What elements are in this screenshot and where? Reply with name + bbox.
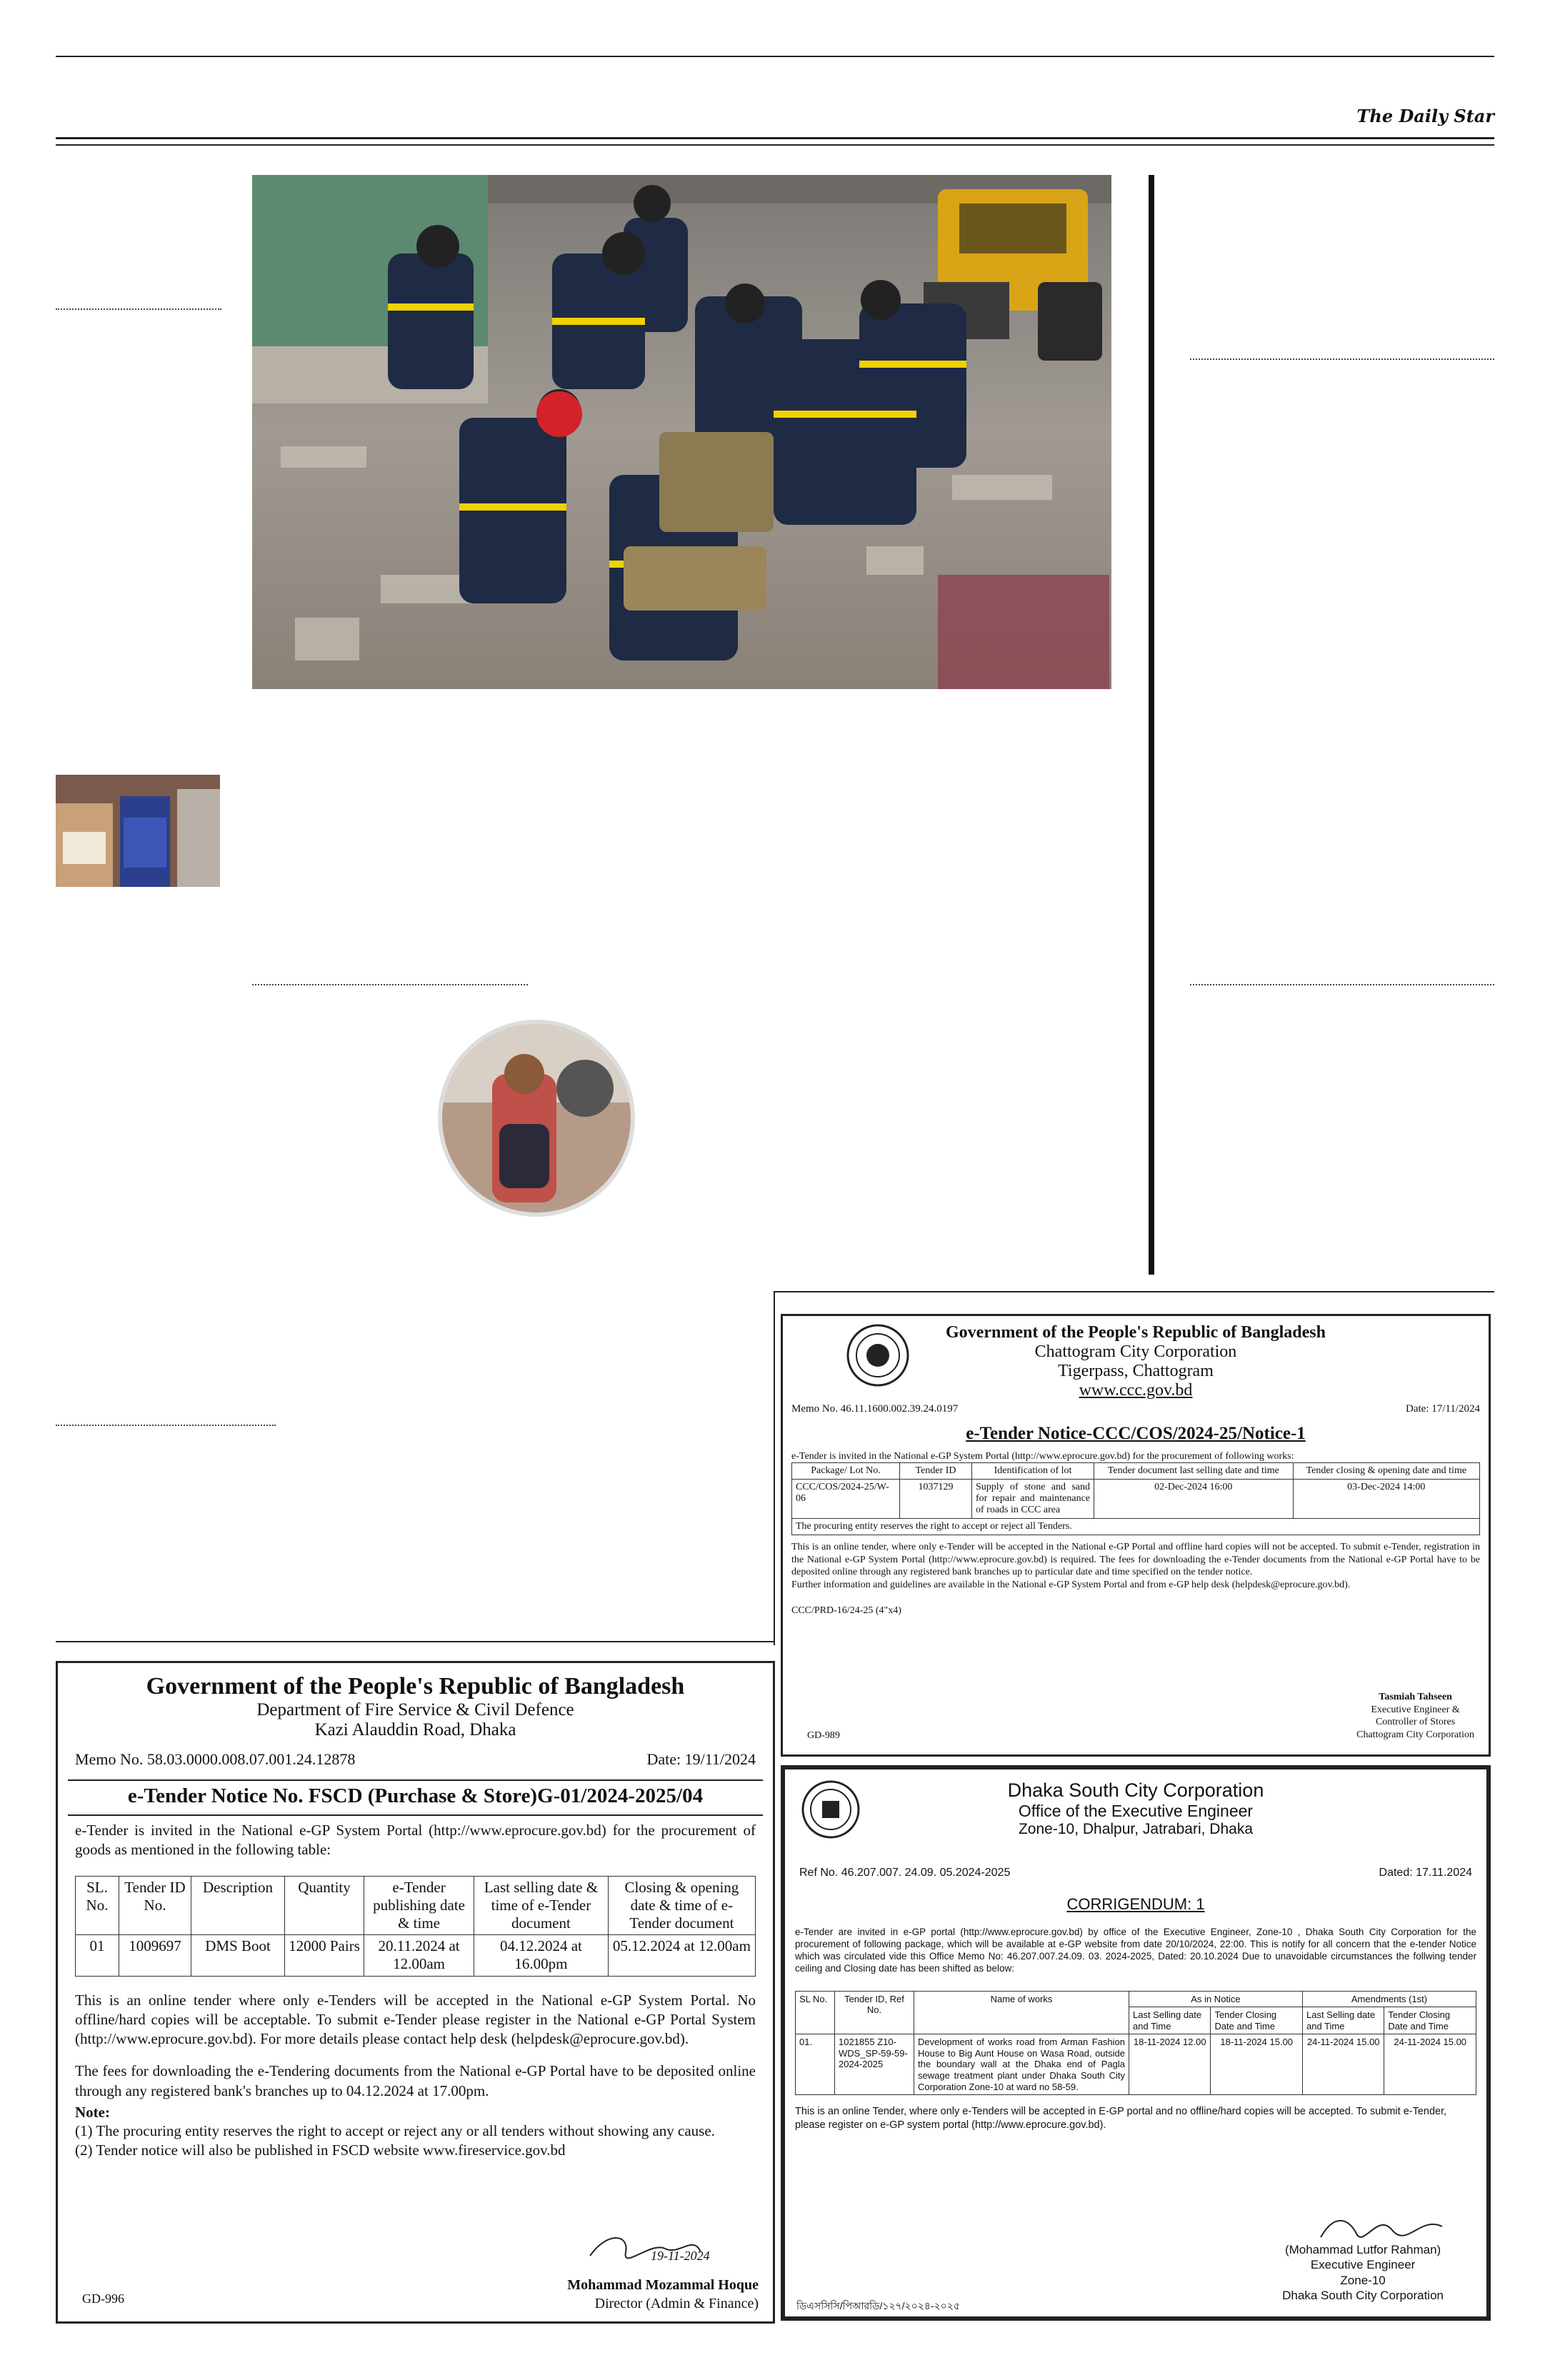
ad-address: Kazi Alauddin Road, Dhaka	[314, 1720, 516, 1739]
table-header: SL No.	[796, 1991, 835, 2034]
table-cell: 12000 Pairs	[285, 1935, 364, 1976]
divider	[252, 984, 528, 985]
table-header: Last Selling date and Time	[1302, 2007, 1384, 2034]
top-rule	[56, 56, 1494, 57]
signer-name: (Mohammad Lutfor Rahman)	[1284, 2243, 1441, 2256]
ad-code: ডিএসসিসি/পিআরডি/১২৭/২০২৪-২০২৫	[796, 2300, 960, 2311]
header-rule-1	[56, 137, 1494, 139]
table-row	[792, 1519, 1480, 1535]
table-cell: DMS Boot	[191, 1935, 285, 1976]
table-cell: 01.	[796, 2034, 835, 2095]
table-cell: 03-Dec-2024 14:00	[1293, 1480, 1479, 1519]
note-heading: Note:	[75, 2104, 110, 2122]
corrigendum-table	[795, 1991, 1476, 2096]
table-cell: 24-11-2024 15.00	[1384, 2034, 1476, 2095]
table-row	[796, 2034, 1476, 2095]
tender-intro: e-Tender are invited in e-GP portal (http://www.eprocure.gov.bd) by office of the Executive Engineer, Zone-10 , Dhaka South City Corporation for the procurement of following package, which will be available at e-GP website from date 20/10/2024, 22:00. This is notify for all concern that the e-tender Notice which was circulated vide this Office Memo No: 46.207.007.24.09. 03. 2024-2025, Dated: 20.10.2024 Due to unavoidable circumstances the follwing tender ceiling and Closing date has been shifted as below:	[795, 1927, 1476, 1974]
ad-address: Zone-10, Dhalpur, Jatrabari, Dhaka	[1018, 1821, 1253, 1837]
table-header: Last Selling date and Time	[1129, 2007, 1211, 2034]
divider	[56, 308, 221, 310]
table-cell: CCC/COS/2024-25/W-06	[792, 1480, 900, 1519]
ad-address: Tigerpass, Chattogram	[1058, 1362, 1214, 1380]
signer-designation: Zone-10	[1340, 2273, 1386, 2287]
dscc-logo-icon	[801, 1779, 861, 1839]
tender-title: e-Tender Notice No. FSCD (Purchase & Store)G-01/2024-2025/04	[127, 1784, 704, 1807]
table-header: Quantity	[285, 1876, 364, 1935]
memo-date: Date: 17/11/2024	[1405, 1403, 1480, 1415]
note-item: (1) The procuring entity reserves the right to accept or reject any or all tenders without showing any cause.	[75, 2122, 715, 2140]
prd-code: CCC/PRD-16/24-25 (4"x4)	[791, 1605, 901, 1617]
signer-designation: Executive Engineer &	[1371, 1704, 1460, 1715]
table-header: Tender ID No.	[119, 1876, 191, 1935]
table-header-row	[76, 1876, 756, 1935]
table-header: Tender closing & opening date and time	[1293, 1463, 1479, 1480]
table-header: Closing & opening date & time of e- Tender document	[608, 1876, 755, 1935]
note-item: (2) Tender notice will also be published in FSCD website www.fireservice.gov.bd	[75, 2142, 566, 2159]
table-cell: 1009697	[119, 1935, 191, 1976]
ad-code: GD-996	[82, 2291, 124, 2306]
table-header: Identification of lot	[972, 1463, 1094, 1480]
memo-number: Memo No. 58.03.0000.008.07.001.24.12878	[75, 1750, 356, 1768]
table-header: Tender Closing Date and Time	[1384, 2007, 1476, 2034]
table-header: Amendments (1st)	[1302, 1991, 1476, 2007]
tender-table	[75, 1876, 756, 1977]
ad-rule	[68, 1779, 763, 1781]
table-cell: 24-11-2024 15.00	[1302, 2034, 1384, 2095]
memo-date: Date: 19/11/2024	[646, 1750, 756, 1768]
masthead: The Daily Star	[1356, 106, 1494, 126]
ad-code: GD-989	[807, 1730, 840, 1741]
ad-org: Chattogram City Corporation	[1034, 1342, 1237, 1361]
table-header: SL. No.	[76, 1876, 119, 1935]
signer-name: Mohammad Mozammal Hoque	[567, 2277, 759, 2293]
left-bottom-rule	[56, 1641, 775, 1642]
signature	[1314, 2205, 1456, 2248]
memo-number: Memo No. 46.11.1600.002.39.24.0197	[791, 1403, 959, 1415]
table-cell: The procuring entity reserves the right to accept or reject all Tenders.	[792, 1519, 1480, 1535]
table-cell: 01	[76, 1935, 119, 1976]
ad-column-rule	[774, 1291, 775, 1645]
tender-intro: e-Tender is invited in the National e-GP System Portal (http://www.eprocure.gov.bd) for the procurement of goods as mentioned in the following table:	[75, 1822, 756, 1859]
divider	[1190, 358, 1494, 360]
tender-intro: e-Tender is invited in the National e-GP System Portal (http://www.eprocure.gov.bd) for the procurement of following works:	[791, 1451, 1294, 1462]
table-header-row	[792, 1463, 1480, 1480]
ad-gov-title: Government of the People's Republic of Bangladesh	[146, 1673, 685, 1699]
ccc-logo-icon	[846, 1323, 910, 1387]
table-header-row	[796, 1991, 1476, 2007]
column-rule	[1149, 175, 1154, 1275]
ad-top-rule	[774, 1291, 1494, 1292]
divider	[56, 1425, 276, 1426]
ad-dept: Department of Fire Service & Civil Defence	[256, 1700, 574, 1719]
tender-paragraph: This is an online tender, where only e-Tender will be accepted in the National e-GP Portal and offline hard copies will not be accepted. To submit e-Tender, registration in the National e-GP System Portal (http://www.eprocure.gov.bd) is required. The fees for downloading the e-Tender documents from the National e-GP Portal have to be deposited online through any registered bank branches up to particular date and time specified on the tender notice.	[791, 1542, 1480, 1578]
table-header: Package/ Lot No.	[792, 1463, 900, 1480]
ref-date: Dated: 17.11.2024	[1379, 1867, 1472, 1879]
table-cell: 1021855 Z10-WDS_SP-59-59-2024-2025	[835, 2034, 914, 2095]
tender-title: CORRIGENDUM: 1	[1066, 1895, 1205, 1913]
table-cell: 05.12.2024 at 12.00am	[608, 1935, 755, 1976]
signer-designation: Executive Engineer	[1310, 2258, 1416, 2272]
divider	[1190, 984, 1494, 985]
tender-paragraph: This is an online tender where only e-Tenders will be accepted in the National e-GP System Portal. No offline/hard copies will be acceptable. To submit e-Tender please register in the National e-GP Portal System (http://www.eprocure.gov.bd). For more details please contact help desk (helpdesk@eprocure.gov.bd).	[75, 1991, 756, 2048]
table-row	[792, 1480, 1480, 1519]
tender-paragraph: This is an online Tender, where only e-Tenders will be accepted in E-GP portal and no offline/hard copies will be accepted. To submit e-Tender, please register on e-GP system portal (http://www.eprocure.gov.bd).	[795, 2106, 1447, 2132]
tender-paragraph: Further information and guidelines are available in the National e-GP System Portal and from e-GP help desk (helpdesk@eprocure.gov.bd).	[791, 1579, 1351, 1590]
table-header: Tender document last selling date and time	[1094, 1463, 1294, 1480]
ad-gov-title: Government of the People's Republic of Bangladesh	[946, 1323, 1326, 1342]
header-rule-2	[56, 144, 1494, 146]
ad-office: Office of the Executive Engineer	[1018, 1802, 1254, 1820]
child-photo	[438, 1020, 635, 1217]
ad-org: Dhaka South City Corporation	[1007, 1779, 1264, 1801]
signer-designation: Dhaka South City Corporation	[1282, 2288, 1444, 2302]
table-cell: 02-Dec-2024 16:00	[1094, 1480, 1294, 1519]
table-cell: 18-11-2024 12.00	[1129, 2034, 1211, 2095]
table-header: Tender ID, Ref No.	[835, 1991, 914, 2034]
table-cell: 1037129	[900, 1480, 972, 1519]
table-header: Last selling date & time of e-Tender document	[474, 1876, 609, 1935]
table-cell: 20.11.2024 at 12.00am	[364, 1935, 474, 1976]
table-cell: 18-11-2024 15.00	[1211, 2034, 1303, 2095]
table-header: Name of works	[914, 1991, 1129, 2034]
table-cell: 04.12.2024 at 16.00pm	[474, 1935, 609, 1976]
table-header: Tender Closing Date and Time	[1211, 2007, 1303, 2034]
signer-name: Tasmiah Tahseen	[1379, 1692, 1452, 1702]
protest-thumbnail	[56, 775, 220, 887]
table-row	[76, 1935, 756, 1976]
table-header: As in Notice	[1129, 1991, 1303, 2007]
ccc-tender-notice	[781, 1314, 1491, 1757]
tender-title: e-Tender Notice-CCC/COS/2024-25/Notice-1	[966, 1424, 1306, 1443]
signer-designation: Chattogram City Corporation	[1356, 1729, 1474, 1740]
dscc-corrigendum-notice	[781, 1765, 1491, 2321]
table-header: Tender ID	[900, 1463, 972, 1480]
tender-table	[791, 1462, 1480, 1535]
ref-number: Ref No. 46.207.007. 24.09. 05.2024-2025	[799, 1867, 1011, 1879]
ad-rule	[68, 1814, 763, 1816]
tender-paragraph: The fees for downloading the e-Tendering documents from the National e-GP Portal have to be deposited online through any registered bank's branches up to 04.12.2024 at 17.00pm.	[75, 2062, 756, 2099]
signer-designation: Controller of Stores	[1375, 1717, 1456, 1727]
fscd-tender-notice	[56, 1661, 775, 2324]
table-header: e-Tender publishing date & time	[364, 1876, 474, 1935]
table-cell: Supply of stone and sand for repair and maintenance of roads in CCC area	[972, 1480, 1094, 1519]
rescue-photo	[252, 175, 1111, 689]
table-header: Description	[191, 1876, 285, 1935]
signature-date: 19-11-2024	[651, 2249, 710, 2263]
ad-website-link[interactable]: www.ccc.gov.bd	[1079, 1381, 1193, 1400]
table-cell: Development of works road from Arman Fashion House to Big Aunt House on Wasa Road, outside the boundary wall at the Dhaka end of Pagla sewage treatment plant under Dhaka South City Corporation Zone-10 at ward no 58-59.	[914, 2034, 1129, 2095]
signer-designation: Director (Admin & Finance)	[594, 2296, 759, 2311]
